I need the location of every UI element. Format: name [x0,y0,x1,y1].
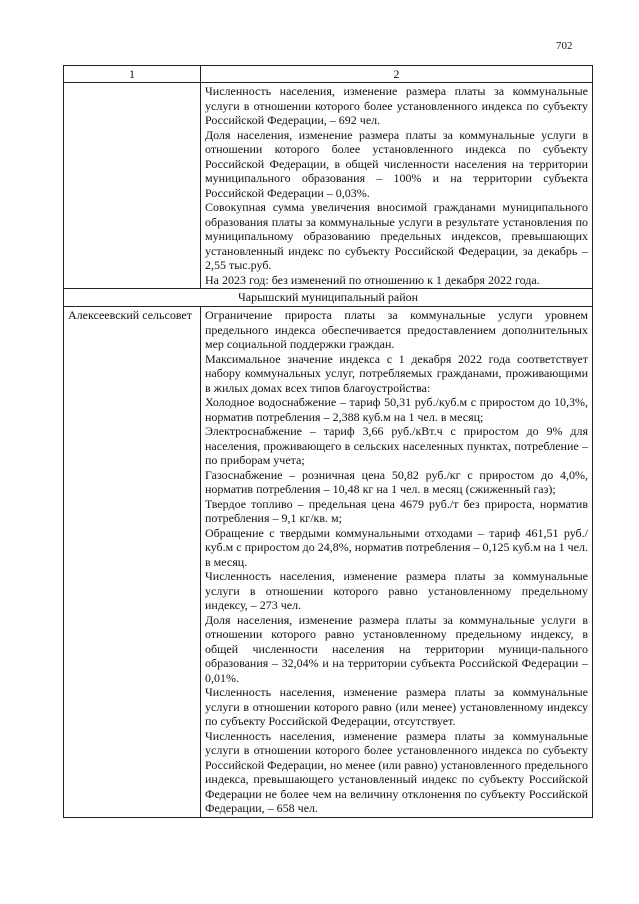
paragraph: Численность населения, изменение размера платы за коммунальные услуги в отношении которого более установленного индекса по субъекту Российской Федерации, но менее (или равно) установленного предельного индекса, превышающего установленный индекс по субъекту Российской Федерации не более чем на величину отклонения по субъекту Российской Федерации, – 658 чел. [205,728,588,815]
section-title: Чарышский муниципальный район [64,289,593,307]
empty-cell [64,83,201,289]
table-row [64,307,593,818]
paragraph: Холодное водоснабжение – тариф 50,31 руб./куб.м с приростом до 10,3%, норматив потребления – 2,388 куб.м на 1 чел. в месяц; [205,395,588,424]
paragraph: Электроснабжение – тариф 3,66 руб./кВт.ч с приростом до 9% для населения, проживающего в сельских населенных пунктах, потребление – по приборам учета; [205,424,588,467]
document-table [63,65,593,818]
paragraph: Твердое топливо – предельная цена 4679 руб./т без прироста, норматив потребления – 9,1 кг/кв. м; [205,496,588,525]
section-row [64,289,593,307]
paragraph: На 2023 год: без изменений по отношению к 1 декабря 2022 года. [205,272,540,287]
header-col-1: 1 [64,66,201,83]
paragraph: Совокупная сумма увеличения вносимой гражданами муниципального образования платы за коммунальные услуги в результате установления по муниципальному образованию предельных индексов, превышающих установленный индекс по субъекту Российской Федерации, за декабрь – 2,55 тыс.руб. [205,200,588,272]
page-number: 702 [556,40,573,52]
paragraph: Максимальное значение индекса с 1 декабря 2022 года соответствует набору коммунальных услуг, потребляемых гражданами, проживающими в жилых домах всех типов благоустройства: [205,351,588,395]
paragraph: Газоснабжение – розничная цена 50,82 руб./кг с приростом до 4,0%, норматив потребления – 10,48 кг на 1 чел. в месяц (сжиженный газ); [205,467,588,496]
paragraph: Доля населения, изменение размера платы за коммунальные услуги в отношении которого равно установленному предельному индексу, в общей численности населения на территории муници-пального образования – 32,04% и на территории субъекта Российской Федерации – 0,01%. [205,612,588,685]
text-cell [201,83,593,289]
table-row [64,83,593,289]
paragraph: Численность населения, изменение размера платы за коммунальные услуги в отношении которого более установленного индекса по субъекту Российской Федерации, – 692 чел. [205,84,588,127]
table-header-row [64,66,593,83]
paragraph: Численность населения, изменение размера платы за коммунальные услуги в отношении которого равно установленному предельному индексу, – 273 чел. [205,569,588,612]
paragraph: Доля населения, изменение размера платы за коммунальные услуги в отношении которого более установленного индекса по субъекту Российской Федерации, в общей численности населения на территории муниципального образования – 100% и на территории субъекта Российской Федерации – 0,03%. [205,127,588,200]
municipality-name: Алексеевский сельсовет [64,307,201,818]
text-cell [201,307,593,818]
paragraph: Ограничение прироста платы за коммунальные услуги уровнем предельного индекса обеспечивается предоставлением дополнительных мер социальной поддержки граждан. [205,308,588,351]
paragraph: Обращение с твердыми коммунальными отходами – тариф 461,51 руб./куб.м с приростом до 24,8%, норматив потребления – 0,125 куб.м на 1 чел. в месяц. [205,525,588,569]
paragraph: Численность населения, изменение размера платы за коммунальные услуги в отношении которого равно (или менее) установленному индексу по субъекту Российской Федерации, отсутствует. [205,685,588,728]
header-col-2: 2 [201,66,593,83]
